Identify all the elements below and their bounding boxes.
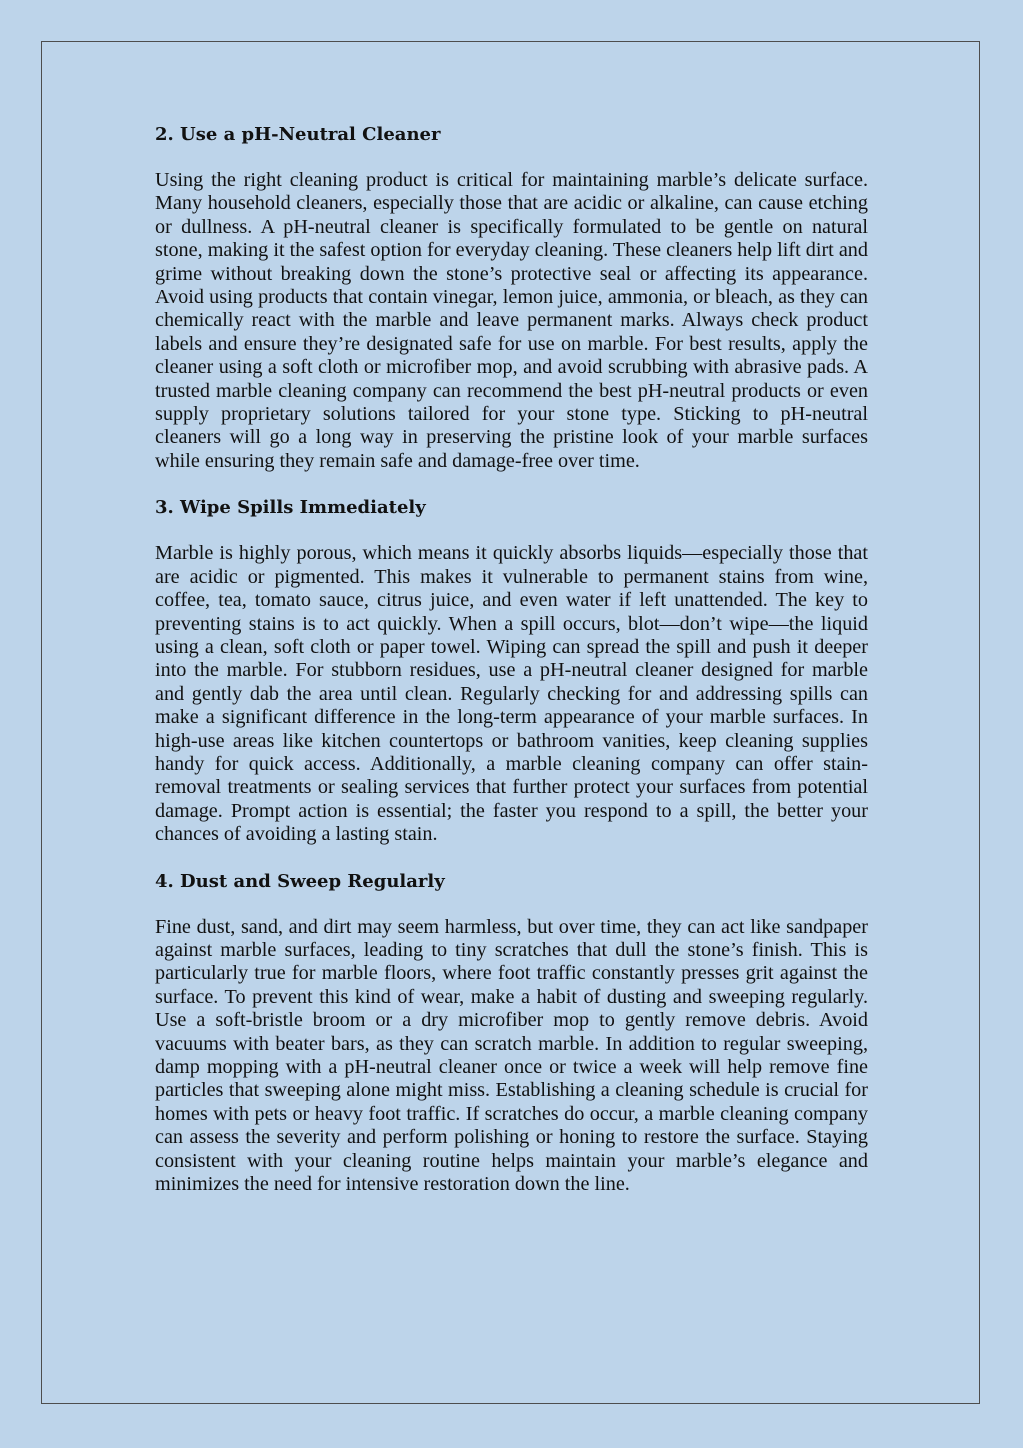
section-body-wipe-spills: Marble is highly porous, which means it quickly absorbs liquids—especially those that are acidic or pigmented. This makes it vulnerable to permanent stains from wine, coffee, tea, tomato sauce, citrus juice, and even water if left unattended. The key to preventing stains is to act quickly. When a spill occurs, blot—don’t wipe—the liquid using a clean, soft cloth or paper towel. Wiping can spread the spill and push it deeper into the marble. For stubborn residues, use a pH-neutral cleaner designed for marble and gently dab the area until clean. Regularly checking for and addressing spills can make a significant difference in the long-term appearance of your marble surfaces. In high-use areas like kitchen countertops or bathroom vanities, keep cleaning supplies handy for quick access. Additionally, a marble cleaning company can offer stain-removal treatments or sealing services that further protect your surfaces from potential damage. Prompt action is essential; the faster you respond to a spill, the better your chances of avoiding a lasting stain. bbox=[155, 542, 868, 846]
section-heading-wipe-spills: 3. Wipe Spills Immediately bbox=[155, 497, 426, 519]
section-body-dust-and-sweep: Fine dust, sand, and dirt may seem harmless, but over time, they can act like sandpaper against marble surfaces, leading to tiny scratches that dull the stone’s finish. This is particularly true for marble floors, where foot traffic constantly presses grit against the surface. To prevent this kind of wear, make a habit of dusting and sweeping regularly. Use a soft-bristle broom or a dry microfiber mop to gently remove debris. Avoid vacuums with beater bars, as they can scratch marble. In addition to regular sweeping, damp mopping with a pH-neutral cleaner once or twice a week will help remove fine particles that sweeping alone might miss. Establishing a cleaning schedule is crucial for homes with pets or heavy foot traffic. If scratches do occur, a marble cleaning company can assess the severity and perform polishing or honing to restore the surface. Staying consistent with your cleaning routine helps maintain your marble’s elegance and minimizes the need for intensive restoration down the line. bbox=[155, 915, 868, 1196]
section-body-ph-neutral-cleaner: Using the right cleaning product is critical for maintaining marble’s delicate surface. Many household cleaners, especially those that are acidic or alkaline, can cause etching or dullness. A pH-neutral cleaner is specifically formulated to be gentle on natural stone, making it the safest option for everyday cleaning. These cleaners help lift dirt and grime without breaking down the stone’s protective seal or affecting its appearance. Avoid using products that contain vinegar, lemon juice, ammonia, or bleach, as they can chemically react with the marble and leave permanent marks. Always check product labels and ensure they’re designated safe for use on marble. For best results, apply the cleaner using a soft cloth or microfiber mop, and avoid scrubbing with abrasive pads. A trusted marble cleaning company can recommend the best pH-neutral products or even supply proprietary solutions tailored for your stone type. Sticking to pH-neutral cleaners will go a long way in preserving the pristine look of your marble surfaces while ensuring they remain safe and damage-free over time. bbox=[155, 169, 868, 472]
document-content bbox=[155, 122, 868, 1218]
section-heading-dust-and-sweep: 4. Dust and Sweep Regularly bbox=[155, 870, 445, 892]
section-heading-ph-neutral-cleaner: 2. Use a pH-Neutral Cleaner bbox=[155, 124, 441, 145]
